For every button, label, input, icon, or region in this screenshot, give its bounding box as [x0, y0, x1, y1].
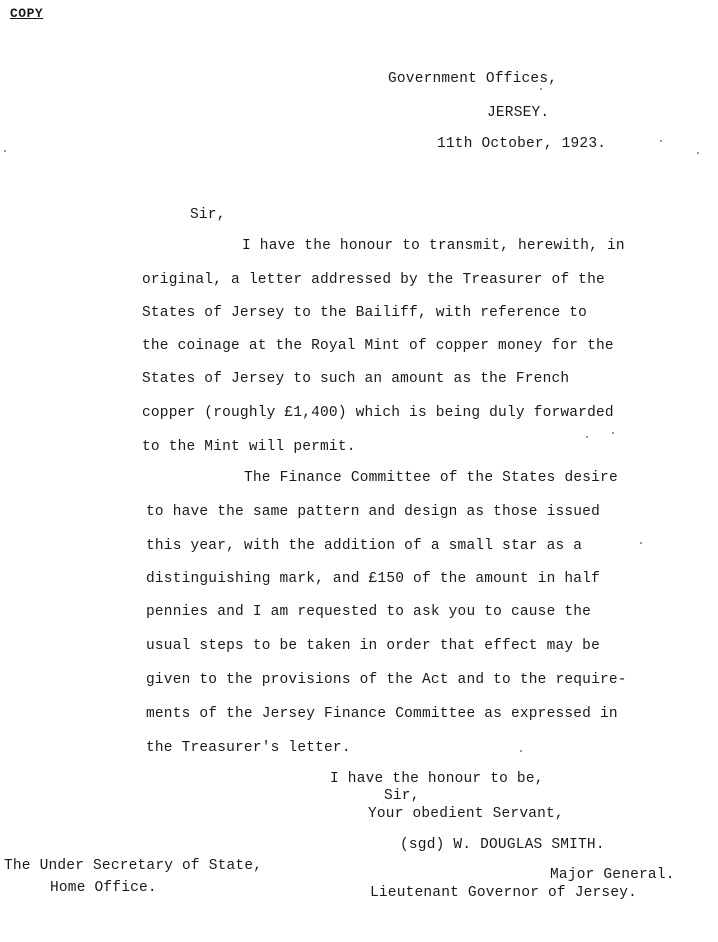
- addressee-office: Home Office.: [50, 880, 157, 896]
- signatory-rank: Major General.: [550, 867, 675, 883]
- body-line: this year, with the addition of a small star as a: [146, 538, 583, 554]
- scan-speck: [520, 750, 522, 752]
- scan-speck: [697, 152, 699, 154]
- signatory-title: Lieutenant Governor of Jersey.: [370, 885, 638, 901]
- header-date: 11th October, 1923.: [437, 136, 607, 152]
- salutation: Sir,: [190, 207, 226, 223]
- closing-sir: Sir,: [384, 788, 420, 804]
- body-line: States of Jersey to such an amount as the French: [142, 371, 570, 387]
- body-line: given to the provisions of the Act and to the require-: [146, 672, 627, 688]
- scan-speck: [4, 150, 6, 152]
- scan-speck: [540, 88, 542, 90]
- header-office: Government Offices,: [388, 71, 558, 87]
- body-line: copper (roughly £1,400) which is being duly forwarded: [142, 405, 614, 421]
- scan-speck: [612, 432, 614, 434]
- body-line: the Treasurer's letter.: [146, 740, 351, 756]
- closing-servant: Your obedient Servant,: [368, 806, 564, 822]
- body-line: to have the same pattern and design as those issued: [146, 504, 600, 520]
- body-line: to the Mint will permit.: [142, 439, 356, 455]
- scan-speck: [660, 140, 662, 142]
- body-line: original, a letter addressed by the Treasurer of the: [142, 272, 605, 288]
- body-line: ments of the Jersey Finance Committee as expressed in: [146, 706, 618, 722]
- signature: (sgd) W. DOUGLAS SMITH.: [400, 837, 605, 853]
- addressee-line: The Under Secretary of State,: [4, 858, 263, 874]
- body-line: distinguishing mark, and £150 of the amount in half: [146, 571, 600, 587]
- scan-speck: [586, 436, 588, 438]
- body-line: the coinage at the Royal Mint of copper money for the: [142, 338, 614, 354]
- header-place: JERSEY.: [487, 105, 550, 121]
- copy-mark: COPY: [10, 6, 44, 21]
- body-line: usual steps to be taken in order that effect may be: [146, 638, 600, 654]
- body-line: I have the honour to transmit, herewith, in: [242, 238, 625, 254]
- body-line: pennies and I am requested to ask you to cause the: [146, 604, 592, 620]
- closing-line: I have the honour to be,: [330, 771, 544, 787]
- scan-speck: [640, 542, 642, 544]
- body-line: States of Jersey to the Bailiff, with reference to: [142, 305, 588, 321]
- body-line: The Finance Committee of the States desire: [244, 470, 618, 486]
